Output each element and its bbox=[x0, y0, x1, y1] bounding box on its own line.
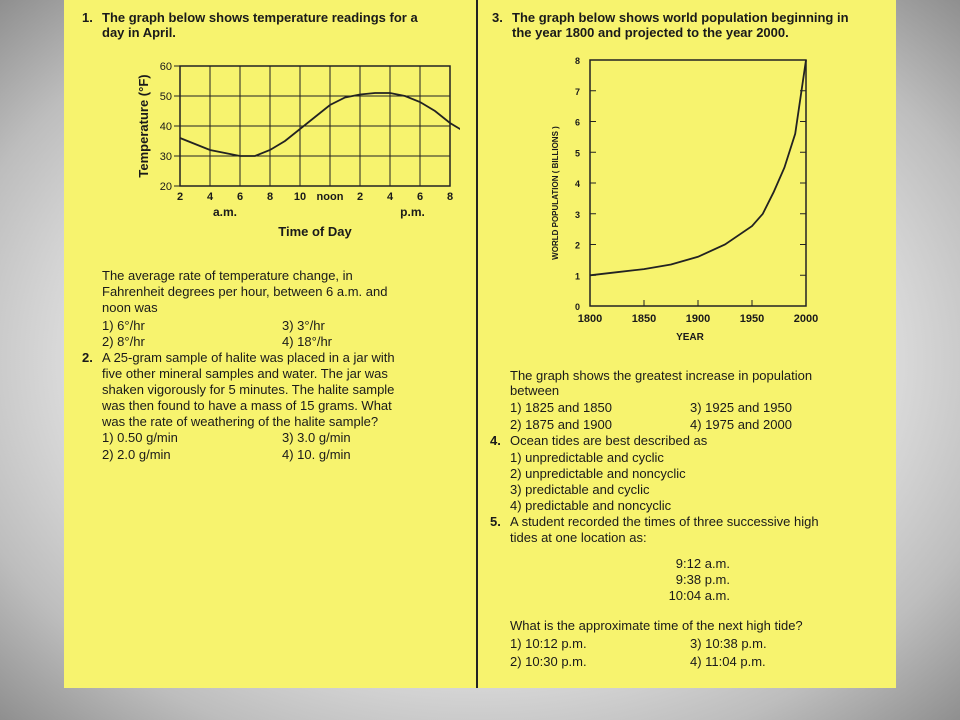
plot-frame bbox=[590, 60, 806, 306]
y-axis-label: Temperature (°F) bbox=[136, 74, 151, 178]
x-tick-label: 2 bbox=[176, 191, 184, 203]
y-tick-label: 5 bbox=[574, 148, 580, 159]
y-tick-label: 6 bbox=[574, 117, 580, 128]
temperature-chart bbox=[100, 54, 460, 244]
x-tick-label: 2000 bbox=[793, 313, 819, 325]
q3-number: 3. bbox=[492, 10, 503, 25]
q5-option-3[interactable]: 3) 10:38 p.m. bbox=[690, 636, 767, 651]
q5-stem-line2: tides at one location as: bbox=[510, 530, 647, 545]
x-tick-label: 10 bbox=[293, 191, 307, 203]
q4-number: 4. bbox=[490, 433, 501, 448]
x-tick-label: 1900 bbox=[685, 313, 711, 325]
q5-time-3: 10:04 a.m. bbox=[668, 588, 730, 603]
y-tick-label: 30 bbox=[159, 151, 172, 163]
q1-option-3[interactable]: 3) 3°/hr bbox=[282, 318, 325, 333]
x-tick-label: 1950 bbox=[739, 313, 765, 325]
x-tick-label: 4 bbox=[206, 191, 214, 203]
population-series-line bbox=[590, 60, 806, 275]
x-tick-label: 8 bbox=[446, 191, 454, 203]
q3-option-3[interactable]: 3) 1925 and 1950 bbox=[690, 400, 792, 415]
y-tick-label: 1 bbox=[574, 271, 580, 282]
q5-time-2: 9:38 p.m. bbox=[675, 572, 730, 587]
x-tick-label: 6 bbox=[416, 191, 424, 203]
q1-question-line1: The average rate of temperature change, in bbox=[102, 268, 353, 283]
x-tick-label: 4 bbox=[386, 191, 394, 203]
x-sublabel-am: a.m. bbox=[212, 205, 238, 219]
x-tick-label: 1800 bbox=[577, 313, 603, 325]
x-tick-label: 6 bbox=[236, 191, 244, 203]
q1-question-line3: noon was bbox=[102, 300, 158, 315]
q3-option-2[interactable]: 2) 1875 and 1900 bbox=[510, 417, 612, 432]
y-tick-label: 60 bbox=[159, 61, 172, 73]
y-tick-label: 4 bbox=[574, 179, 580, 189]
q2-number: 2. bbox=[82, 350, 93, 365]
x-tick-label: 2 bbox=[356, 191, 364, 203]
x-tick-label: noon bbox=[316, 191, 344, 203]
q4-option-1[interactable]: 1) unpredictable and cyclic bbox=[510, 450, 664, 465]
q5-question: What is the approximate time of the next high tide? bbox=[510, 618, 803, 633]
q3-stem-line1: The graph below shows world population beginning in bbox=[512, 10, 849, 25]
y-tick-label: 50 bbox=[159, 91, 172, 103]
q3-stem-line2: the year 1800 and projected to the year 2000. bbox=[512, 25, 789, 40]
q1-stem-line2: day in April. bbox=[102, 25, 176, 40]
q5-option-1[interactable]: 1) 10:12 p.m. bbox=[510, 636, 587, 651]
q3-option-4[interactable]: 4) 1975 and 2000 bbox=[690, 417, 792, 432]
q5-stem-line1: A student recorded the times of three successive high bbox=[510, 514, 819, 529]
y-tick-label: 2 bbox=[574, 240, 580, 251]
q1-question-line2: Fahrenheit degrees per hour, between 6 a.m. and bbox=[102, 284, 388, 299]
y-tick-label: 20 bbox=[159, 181, 172, 193]
q2-stem-line5: was the rate of weathering of the halite sample? bbox=[102, 414, 379, 429]
q1-option-2[interactable]: 2) 8°/hr bbox=[102, 334, 145, 349]
x-tick-label: 1850 bbox=[631, 313, 657, 325]
q2-option-1[interactable]: 1) 0.50 g/min bbox=[102, 430, 178, 445]
q3-question-line2: between bbox=[510, 383, 560, 398]
q2-option-2[interactable]: 2) 2.0 g/min bbox=[102, 447, 171, 462]
q2-stem-line2: five other mineral samples and water. The jar was bbox=[102, 366, 388, 381]
column-divider bbox=[476, 0, 478, 688]
q4-option-3[interactable]: 3) predictable and cyclic bbox=[510, 482, 650, 497]
y-tick-label: 40 bbox=[159, 121, 172, 133]
x-tick-label: 8 bbox=[266, 191, 274, 203]
q4-option-2[interactable]: 2) unpredictable and noncyclic bbox=[510, 466, 686, 481]
y-axis-label: WORLD POPULATION ( BILLIONS ) bbox=[551, 126, 560, 260]
q5-time-1: 9:12 a.m. bbox=[675, 556, 730, 571]
q4-stem: Ocean tides are best described as bbox=[510, 433, 708, 448]
x-axis-label: Time of Day bbox=[278, 224, 352, 239]
q3-option-1[interactable]: 1) 1825 and 1850 bbox=[510, 400, 612, 415]
q3-question-line1: The graph shows the greatest increase in population bbox=[510, 368, 813, 383]
q4-option-4[interactable]: 4) predictable and noncyclic bbox=[510, 498, 672, 513]
y-tick-label: 0 bbox=[574, 302, 580, 312]
q2-option-4[interactable]: 4) 10. g/min bbox=[282, 447, 351, 462]
x-axis-label: YEAR bbox=[676, 332, 704, 343]
y-tick-label: 3 bbox=[574, 209, 580, 220]
q2-stem-line1: A 25-gram sample of halite was placed in a jar with bbox=[102, 350, 395, 365]
q5-option-2[interactable]: 2) 10:30 p.m. bbox=[510, 654, 587, 669]
q1-number: 1. bbox=[82, 10, 93, 25]
population-chart bbox=[534, 50, 834, 350]
y-tick-label: 8 bbox=[574, 56, 580, 66]
q5-number: 5. bbox=[490, 514, 501, 529]
q2-stem-line3: shaken vigorously for 5 minutes. The halite sample bbox=[102, 382, 395, 397]
q1-option-1[interactable]: 1) 6°/hr bbox=[102, 318, 145, 333]
q1-option-4[interactable]: 4) 18°/hr bbox=[282, 334, 333, 349]
q5-option-4[interactable]: 4) 11:04 p.m. bbox=[690, 654, 766, 669]
q1-stem-line1: The graph below shows temperature readings for a bbox=[102, 10, 418, 25]
q2-stem-line4: was then found to have a mass of 15 grams. What bbox=[102, 398, 392, 413]
y-tick-label: 7 bbox=[574, 86, 580, 97]
x-sublabel-pm: p.m. bbox=[400, 205, 425, 219]
worksheet-page bbox=[64, 0, 896, 688]
temperature-series-line bbox=[180, 93, 460, 156]
q2-option-3[interactable]: 3) 3.0 g/min bbox=[282, 430, 351, 445]
